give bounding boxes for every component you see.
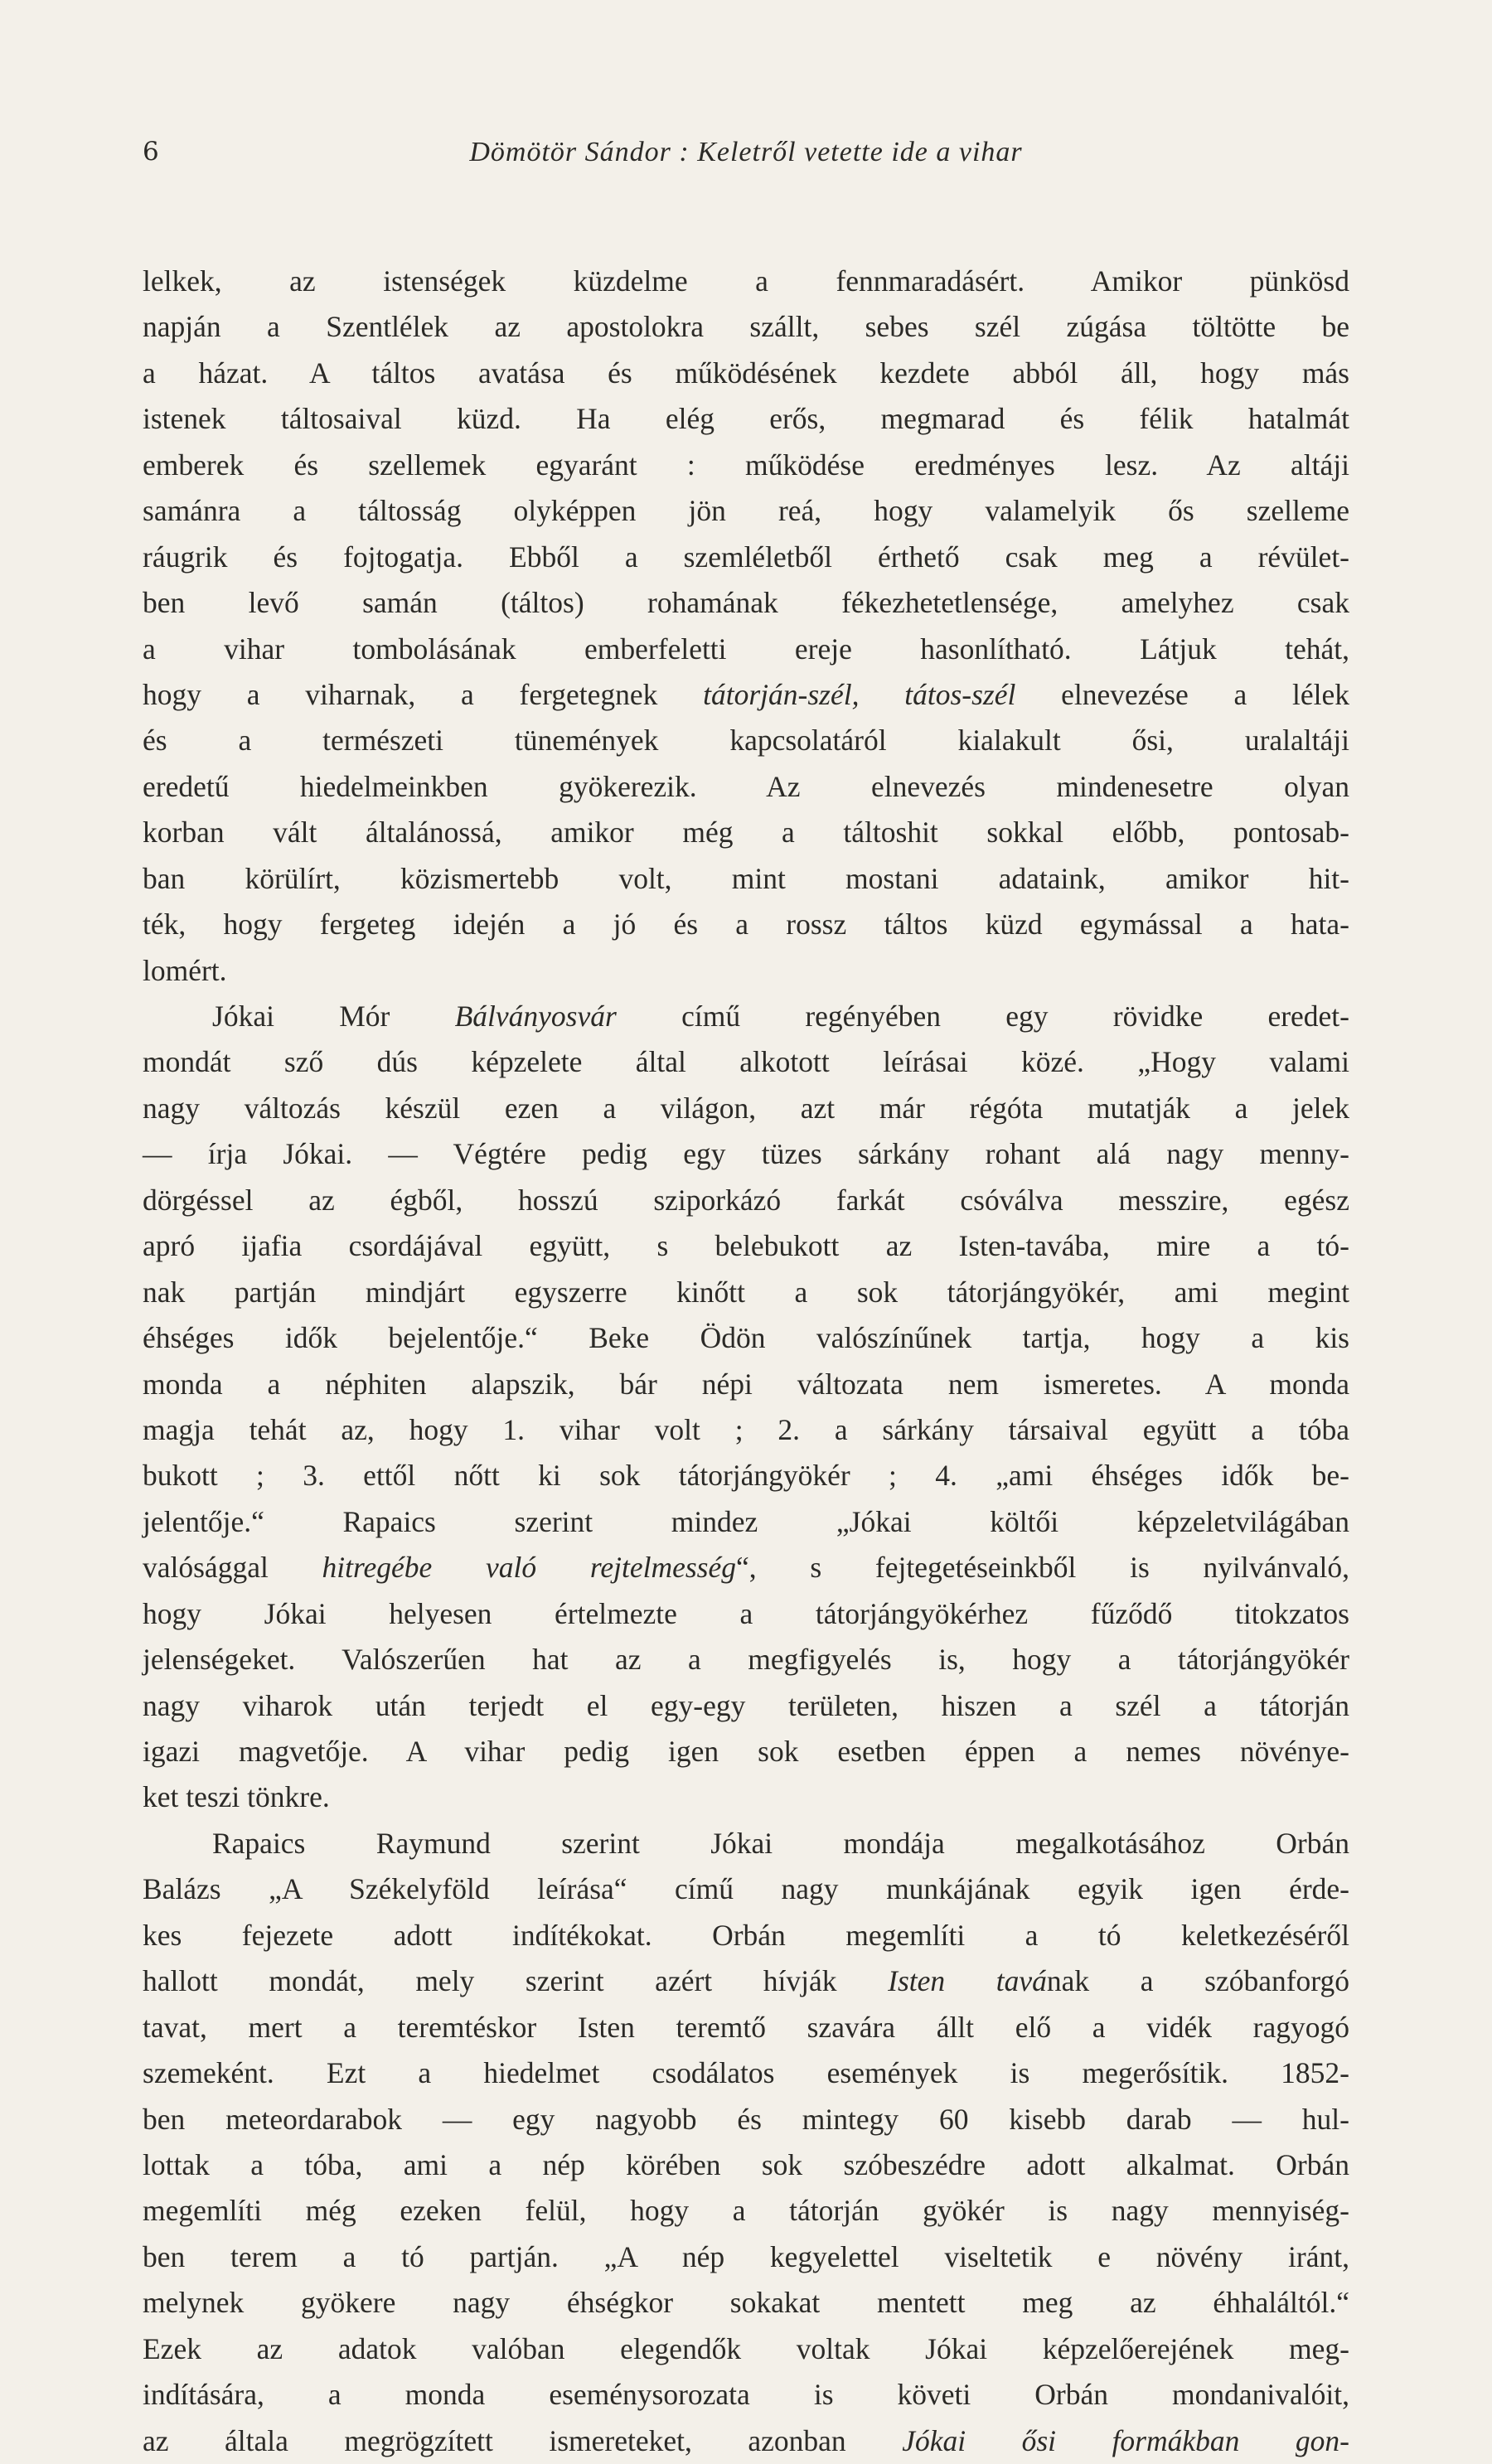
body-text (143, 259, 1349, 2464)
text-line (143, 1958, 1349, 2004)
text-segment: az általa megrögzített ismereteket, azonban (143, 2423, 903, 2457)
text-line: istenek táltosaival küzd. Ha elég erős, megmarad és félik hatalmát (143, 402, 1349, 436)
text-line: monda a néphiten alapszik, bár népi változata nem ismeretes. A monda (143, 1367, 1349, 1401)
text-segment: hogy a viharnak, a fergetegnek (143, 677, 704, 711)
text-line: nak partján mindjárt egyszerre kinőtt a sok tátorjángyökér, ami megint (143, 1275, 1349, 1309)
text-line: samánra a táltosság olyképpen jön reá, hogy valamelyik ős szelleme (143, 494, 1349, 528)
italic-text: Bálványosvár (454, 1000, 617, 1033)
text-line: melynek gyökere nagy éhségkor sokakat mentett meg az éhhaláltól.“ (143, 2286, 1349, 2320)
text-segment: valósággal (143, 1551, 322, 1585)
text-line: ben meteordarabok — egy nagyobb és mintegy 60 kisebb darab — hul- (143, 2102, 1349, 2136)
italic-text: hitregébe való rejtelmesség (322, 1551, 736, 1585)
text-line: emberek és szellemek egyaránt : működése eredményes lesz. Az altáji (143, 448, 1349, 482)
text-segment: elnevezése a lélek (1015, 677, 1350, 711)
text-segment: hallott mondát, mely szerint azért hívják (143, 1964, 889, 1998)
text-line: ket teszi tönkre. (143, 1780, 330, 1814)
text-line: apró ijafia csordájával együtt, s belebukott az Isten-tavába, mire a tó- (143, 1229, 1349, 1263)
text-line (143, 672, 1349, 718)
text-line: a vihar tombolásának emberfeletti ereje hasonlítható. Látjuk tehát, (143, 632, 1349, 666)
text-line: dörgéssel az égből, hosszú sziporkázó farkát csóválva messzire, egész (143, 1183, 1349, 1217)
text-line: magja tehát az, hogy 1. vihar volt ; 2. a sárkány társaival együtt a tóba (143, 1412, 1349, 1446)
text-line (143, 1545, 1349, 1590)
italic-text: tátorján-szél, tátos-szél (703, 677, 1016, 711)
text-line: bukott ; 3. ettől nőtt ki sok tátorjángyökér ; 4. „ami éhséges idők be- (143, 1459, 1349, 1493)
text-line: Rapaics Raymund szerint Jókai mondája megalkotásához Orbán (212, 1826, 1349, 1860)
italic-text: Jókai ősi formákban gon- (902, 2423, 1349, 2457)
text-line: ráugrik és fojtogatja. Ebből a szemléletből érthető csak meg a révület- (143, 540, 1349, 574)
text-line: jelenségeket. Valószerűen hat az a megfigyelés is, hogy a tátorjángyökér (143, 1643, 1349, 1677)
text-line: lottak a tóba, ami a nép körében sok szóbeszédre adott alkalmat. Orbán (143, 2147, 1349, 2181)
text-line: tavat, mert a teremtéskor Isten teremtő szavára állt elő a vidék ragyogó (143, 2010, 1349, 2044)
text-line: ban körülírt, közismertebb volt, mint mostani adataink, amikor hit- (143, 861, 1349, 895)
text-line: indítására, a monda eseménysorozata is követi Orbán mondanivalóit, (143, 2378, 1349, 2412)
text-line: éhséges idők bejelentője.“ Beke Ödön valószínűnek tartja, hogy a kis (143, 1321, 1349, 1355)
text-line: napján a Szentlélek az apostolokra szállt, sebes szél zúgása töltötte be (143, 310, 1349, 344)
text-segment: nak a szóbanforgó (1046, 1964, 1349, 1998)
text-line: lelkek, az istenségek küzdelme a fennmaradásért. Amikor pünkösd (143, 264, 1349, 298)
text-line: ben terem a tó partján. „A nép kegyelettel viseltetik e növény iránt, (143, 2239, 1349, 2273)
text-line: hogy Jókai helyesen értelmezte a tátorjángyökérhez fűződő titokzatos (143, 1596, 1349, 1630)
text-line: jelentője.“ Rapaics szerint mindez „Jókai költői képzeletvilágában (143, 1504, 1349, 1538)
text-line: a házat. A táltos avatása és működésének kezdete abból áll, hogy más (143, 356, 1349, 390)
text-line: ben levő samán (táltos) rohamának fékezhetetlensége, amelyhez csak (143, 586, 1349, 620)
text-line: ték, hogy fergeteg idején a jó és a rossz táltos küzd egymással a hata- (143, 908, 1349, 942)
text-line: — írja Jókai. — Végtére pedig egy tüzes sárkány rohant alá nagy menny- (143, 1137, 1349, 1171)
italic-text: Isten tavá (888, 1964, 1047, 1998)
text-line: mondát sző dús képzelete által alkotott leírásai közé. „Hogy valami (143, 1045, 1349, 1079)
text-line: eredetű hiedelmeinkben gyökerezik. Az elnevezés mindenesetre olyan (143, 769, 1349, 803)
text-line: megemlíti még ezeken felül, hogy a tátorján gyökér is nagy mennyiség- (143, 2194, 1349, 2228)
text-line: kes fejezete adott indítékokat. Orbán megemlíti a tó keletkezéséről (143, 1918, 1349, 1952)
text-segment: “, s fejtegetéseinkből is nyilvánvaló, (736, 1551, 1349, 1585)
text-line: nagy változás készül ezen a világon, azt már régóta mutatják a jelek (143, 1091, 1349, 1125)
text-segment: Jókai Mór (212, 1000, 455, 1033)
text-line (143, 2418, 1349, 2464)
text-segment: című regényében egy rövidke eredet- (616, 1000, 1349, 1033)
text-line: korban vált általánossá, amikor még a táltoshit sokkal előbb, pontosab- (143, 816, 1349, 850)
text-line: Ezek az adatok valóban elegendők voltak Jókai képzelőerejének meg- (143, 2331, 1349, 2365)
running-head (143, 137, 1349, 173)
text-line: szemeként. Ezt a hiedelmet csodálatos események is megerősítik. 1852- (143, 2056, 1349, 2090)
text-line: Balázs „A Székelyföld leírása“ című nagy munkájának egyik igen érde- (143, 1872, 1349, 1906)
text-line (143, 994, 1349, 1039)
text-line: lomért. (143, 953, 227, 987)
text-line: nagy viharok után terjedt el egy-egy területen, hiszen a szél a tátorján (143, 1688, 1349, 1722)
running-title: Dömötör Sándor : Keletről vetette ide a vihar (469, 137, 1023, 167)
page-number: 6 (143, 137, 159, 167)
text-line: igazi magvetője. A vihar pedig igen sok esetben éppen a nemes növénye- (143, 1735, 1349, 1768)
text-line: és a természeti tünemények kapcsolatáról kialakult ősi, uralaltáji (143, 724, 1349, 758)
